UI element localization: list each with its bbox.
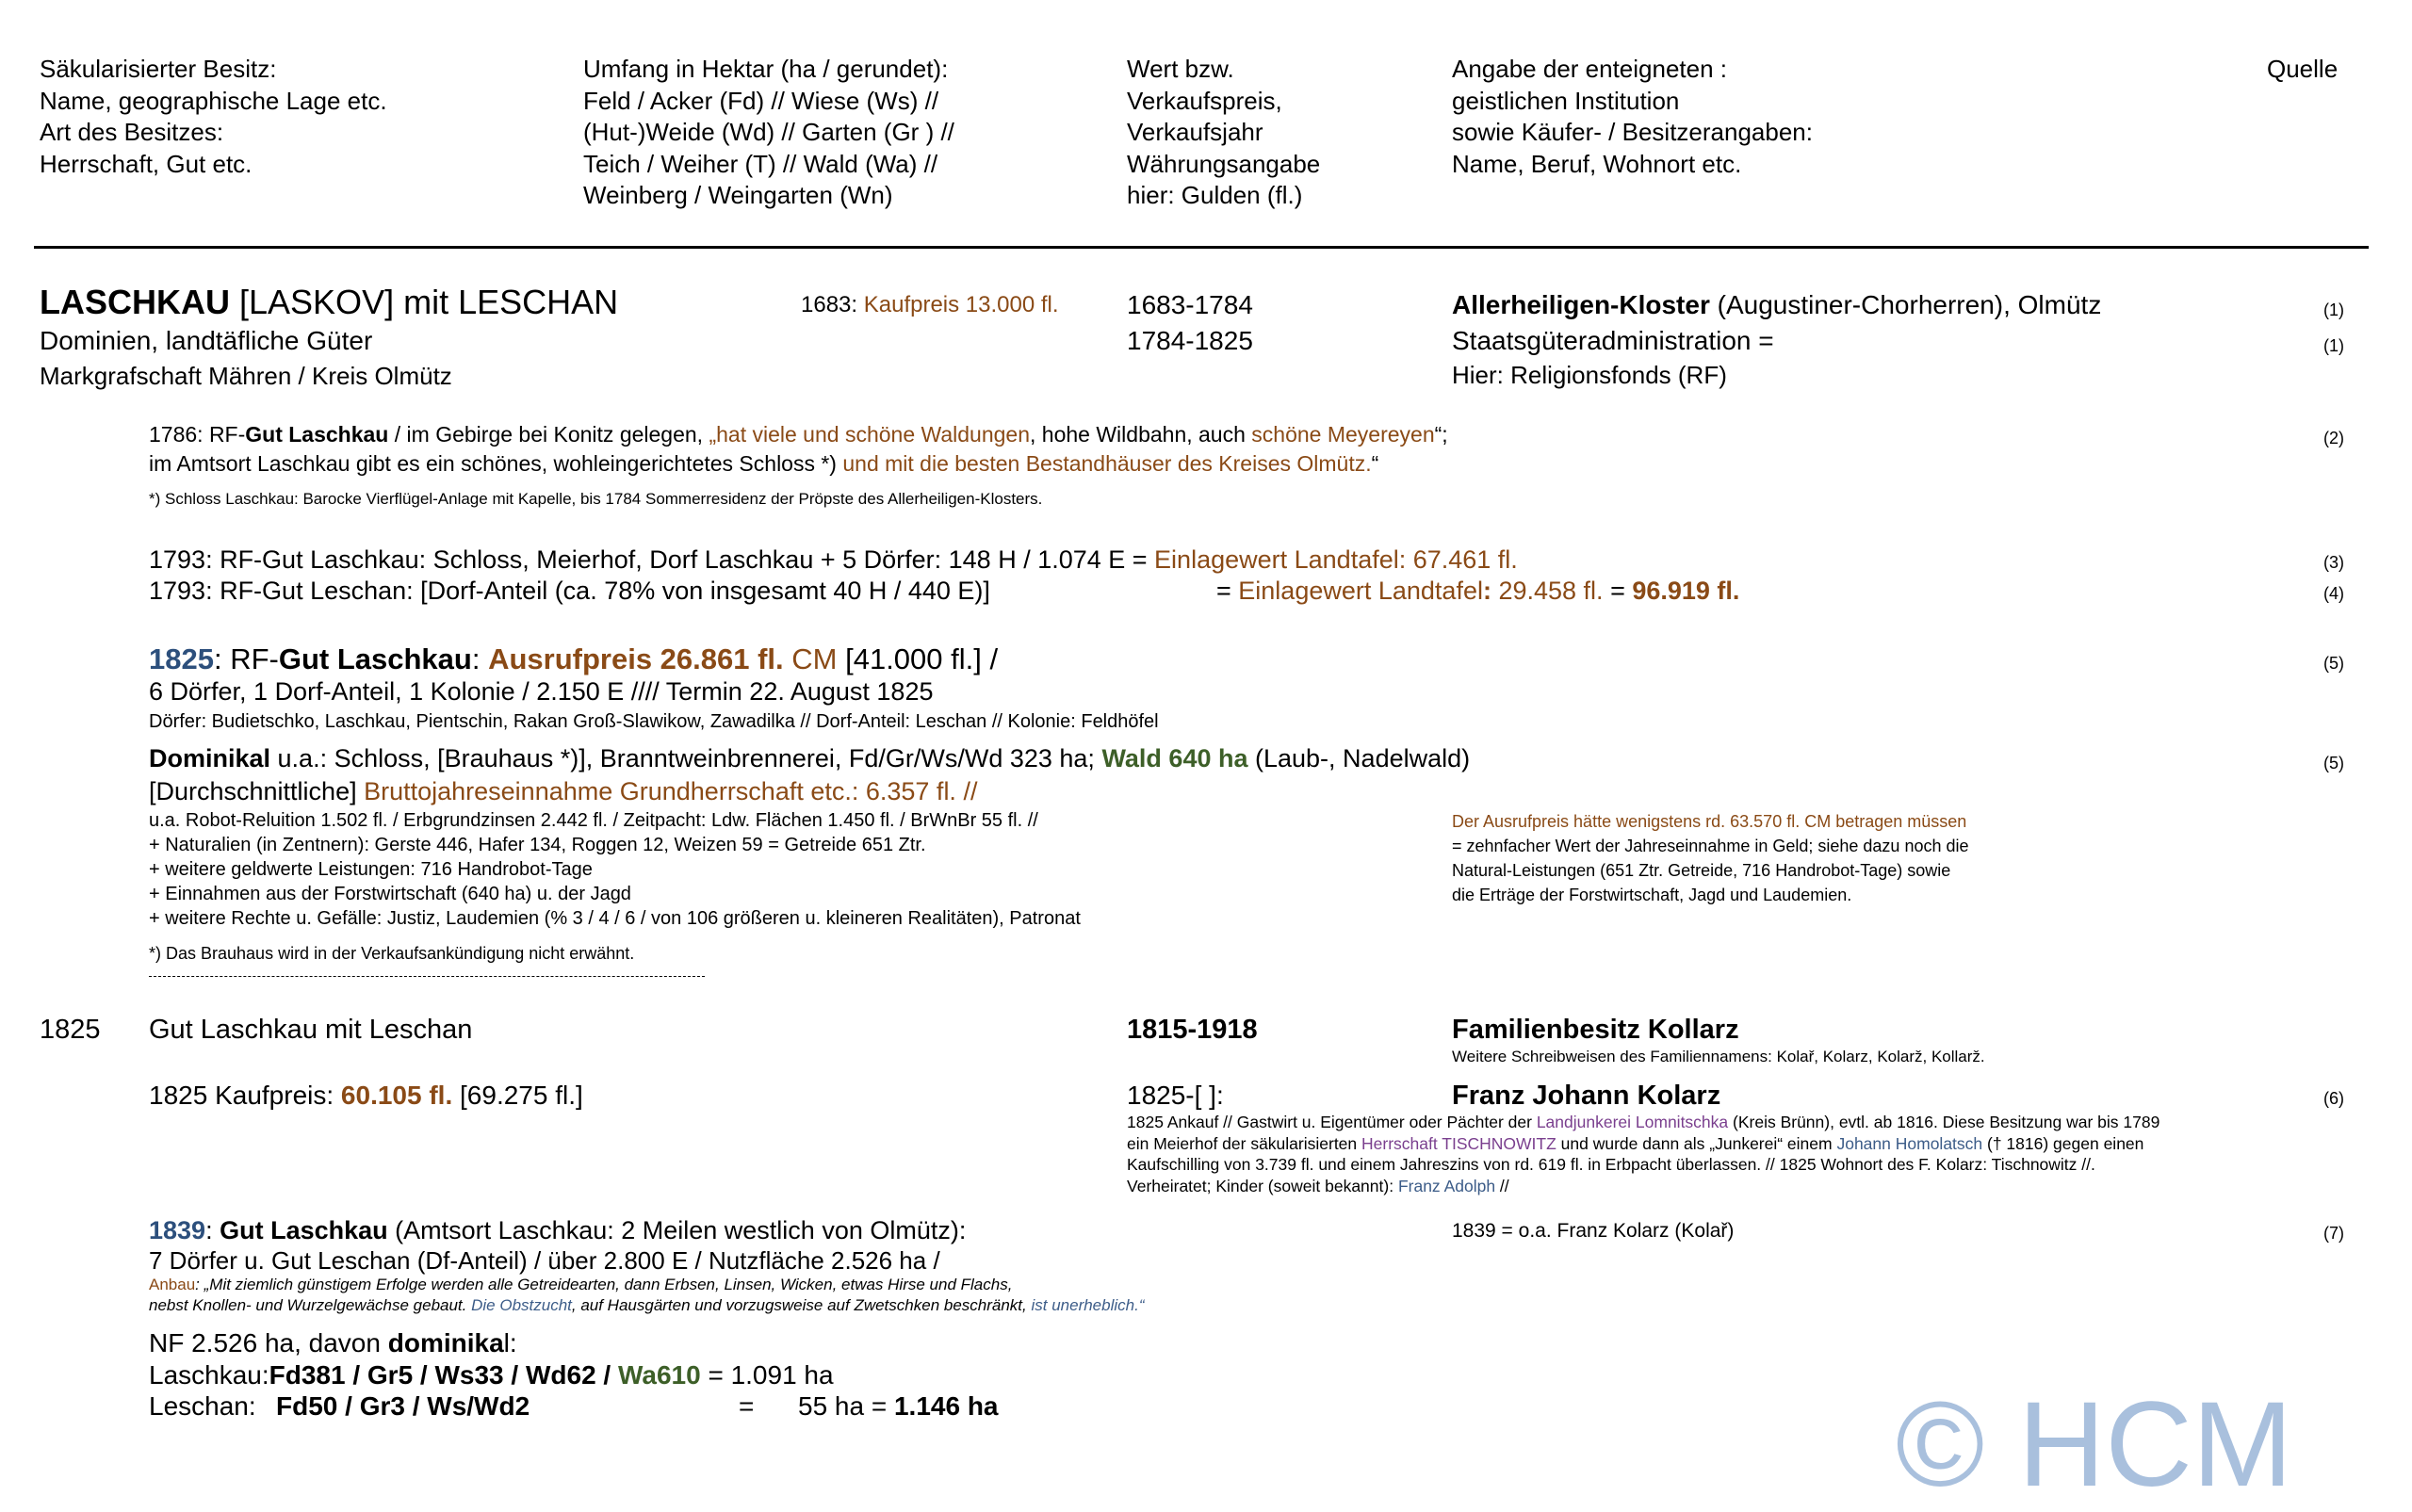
text: und mit die besten Bestandhäuser des Kreises Olmütz. (842, 451, 1372, 476)
year: 1839 (149, 1216, 206, 1244)
source-ref: (2) (2323, 429, 2344, 447)
text: Anbau (149, 1276, 196, 1293)
text: († 1816) gegen einen (1982, 1133, 2144, 1153)
entry-1839 (149, 1215, 966, 1246)
text: = (1216, 577, 1239, 605)
list-item: + Naturalien (in Zentnern): Gerste 446, Hafer 134, Roggen 12, Weizen 59 = Getreide 651 Ztr. (149, 835, 926, 855)
header-line: hier: Gulden (fl.) (1127, 181, 1303, 209)
header-line: geistlichen Institution (1452, 86, 1680, 115)
text: Wald 640 ha (1101, 744, 1248, 772)
text: “ (1371, 451, 1379, 476)
text: Herrschaft TISCHNOWITZ (1361, 1133, 1556, 1153)
text: 60.105 fl. (340, 1081, 453, 1110)
text: (Kreis Brünn), evtl. ab 1816. Diese Besitzung war bis 1789 (1728, 1113, 2160, 1131)
header-col-size (583, 54, 954, 212)
estate-name: LASCHKAU (40, 283, 230, 321)
header-line: Währungsangabe (1127, 149, 1321, 178)
owner-1839: 1839 = o.a. Franz Kolarz (Kolař) (1452, 1220, 1735, 1242)
header-line: Wert bzw. (1127, 55, 1234, 83)
text: : RF- (213, 642, 279, 675)
text: Gut Laschkau (220, 1216, 388, 1244)
year: 1825 (149, 642, 214, 675)
text: 29.458 fl. (1491, 577, 1604, 605)
text: 1.146 ha (893, 1391, 999, 1421)
header-line: sowie Käufer- / Besitzerangaben: (1452, 118, 1813, 146)
header-line: Verkaufspreis, (1127, 86, 1282, 115)
text: NF 2.526 ha, davon (149, 1328, 388, 1358)
text: [69.275 fl.] (452, 1081, 583, 1110)
sale-period: 1815-1918 (1127, 1015, 1258, 1045)
text: : (1482, 577, 1491, 605)
text: im Amtsort Laschkau gibt es ein schönes, wohleingerichtetes Schloss *) (149, 451, 843, 476)
nf-leschan-areas: Fd50 / Gr3 / Ws/Wd2 (276, 1391, 530, 1421)
header-col-institution (1452, 54, 1813, 180)
text: ein Meierhof der säkularisierten (1127, 1133, 1362, 1153)
text: und wurde dann als „Junkerei“ einem (1556, 1133, 1837, 1153)
estate-name-rest: [LASKOV] mit LESCHAN (230, 283, 619, 321)
family-spellings: Weitere Schreibweisen des Familiennamens: Kolař, Kolarz, Kolarž, Kollarž. (1452, 1048, 1985, 1065)
note-line: = zehnfacher Wert der Jahreseinnahme in Geld; siehe dazu noch die (1452, 837, 1969, 855)
desc-1786-line1 (149, 422, 1448, 447)
text: (Laub-, Nadelwald) (1247, 744, 1471, 772)
auction-note (1452, 809, 1969, 907)
text: 1786: RF- (149, 422, 246, 447)
entry-1793-leschan: 1793: RF-Gut Leschan: [Dorf-Anteil (ca. 78% von insgesamt 40 H / 440 E)] (149, 577, 990, 605)
text: / im Gebirge bei Konitz gelegen, (388, 422, 709, 447)
entry-1793-laschkau (149, 545, 1518, 576)
text: Landjunkerei Lomnitschka (1536, 1113, 1729, 1131)
estate-title (40, 284, 618, 321)
list-item: + weitere Rechte u. Gefälle: Justiz, Laudemien (% 3 / 4 / 6 / von 106 größeren u. kleineren Realitäten), Patronat (149, 908, 1081, 929)
header-line: Feld / Acker (Fd) // Wiese (Ws) // (583, 86, 939, 115)
text: Die Obstzucht (471, 1296, 572, 1314)
text: 96.919 fl. (1632, 577, 1740, 605)
desc-1786-line2 (149, 451, 1378, 477)
estate-type: Dominien, landtäfliche Güter (40, 326, 373, 355)
dominikal-items (149, 808, 1081, 931)
quote-line (149, 1295, 1145, 1316)
owner-state: Staatsgüteradministration = (1452, 326, 1774, 355)
text: Einlagewert Landtafel: 67.461 fl. (1154, 545, 1518, 574)
source-ref: (6) (2323, 1089, 2344, 1108)
text: CM (783, 642, 838, 675)
text: l: (503, 1328, 517, 1358)
entry-1825-auction (149, 642, 998, 676)
buyer-name: Franz Johann Kolarz (1452, 1081, 1721, 1111)
owner-kloster-name: Allerheiligen-Kloster (1452, 290, 1710, 319)
text: Gut Laschkau (278, 642, 472, 675)
text: ist unerheblich.“ (1031, 1296, 1145, 1314)
text: schöne Meyereyen (1251, 422, 1435, 447)
dominikal-line1 (149, 742, 1470, 774)
text: : (205, 1216, 220, 1244)
anbau-quote (149, 1275, 1145, 1316)
header-divider (34, 246, 2369, 249)
sale-year: 1825 (40, 1015, 101, 1045)
entry-1839-line2: 7 Dörfer u. Gut Leschan (Df-Anteil) / über 2.800 E / Nutzfläche 2.526 ha / (149, 1246, 940, 1275)
source-ref: (1) (2323, 301, 2344, 319)
source-ref: (3) (2323, 553, 2344, 572)
source-ref: (5) (2323, 754, 2344, 772)
text: nebst Knollen- und Wurzelgewächse gebaut. (149, 1296, 472, 1314)
bio-line: Kaufschilling von 3.739 fl. und einem Jahreszins von rd. 619 fl. in Erbpacht überlassen. // 1825 Wohnort des F. Kolarz: Tischnowitz //. (1127, 1155, 2095, 1174)
nf-leschan-label: Leschan: (149, 1391, 256, 1421)
text: dominika (387, 1328, 504, 1358)
text: u.a.: Schloss, [Brauhaus *)], Branntweinbrennerei, Fd/Gr/Ws/Wd 323 ha; (270, 744, 1102, 772)
source-ref: (1) (2323, 336, 2344, 355)
header-line: Weinberg / Weingarten (Wn) (583, 181, 893, 209)
list-item: + Einnahmen aus der Forstwirtschaft (640 ha) u. der Jagd (149, 884, 631, 904)
family-owner: Familienbesitz Kollarz (1452, 1015, 1739, 1045)
text: Ausrufpreis 26.861 fl. (488, 642, 784, 675)
entry-1793-leschan-value (1216, 576, 1739, 607)
header-col-property (40, 54, 387, 180)
text: = (1603, 577, 1633, 605)
header-line: Teich / Weiher (T) // Wald (Wa) // (583, 149, 938, 178)
header-line: Name, Beruf, Wohnort etc. (1452, 149, 1742, 178)
text: [41.000 fl.] / (837, 642, 999, 675)
nf-leschan-equals: = (739, 1391, 755, 1421)
text: Einlagewert Landtafel (1238, 577, 1483, 605)
purchase-1683 (801, 291, 1059, 319)
bio-line (1127, 1133, 2159, 1155)
list-item: u.a. Robot-Reluition 1.502 fl. / Erbgrundzinsen 2.442 fl. / Zeitpacht: Ldw. Flächen 1.450 fl. / BrWnBr 55 fl. // (149, 810, 1038, 831)
buyer-period: 1825-[ ]: (1127, 1081, 1224, 1110)
note-line: die Erträge der Forstwirtschaft, Jagd und Laudemien. (1452, 886, 1852, 904)
header-line: Angabe der enteigneten : (1452, 55, 1728, 83)
text: = 1.091 ha (700, 1360, 834, 1390)
text: Gut Laschkau (245, 422, 389, 447)
header-line: Säkularisierter Besitz: (40, 55, 277, 83)
sale-price (149, 1080, 583, 1112)
text: Laschkau: (149, 1360, 269, 1390)
purchase-price: Kaufpreis 13.000 fl. (863, 292, 1059, 317)
copyright-watermark: © HCM (1896, 1377, 2293, 1512)
header-line: Art des Besitzes: (40, 118, 224, 146)
note-title: Der Ausrufpreis hätte wenigstens rd. 63.570 fl. CM betragen müssen (1452, 812, 1967, 831)
source-ref: (4) (2323, 584, 2344, 603)
text: Fd381 / Gr5 / Ws33 / Wd62 / (269, 1360, 618, 1390)
nf-laschkau (149, 1359, 834, 1391)
bio-line (1127, 1112, 2159, 1133)
header-line: Herrschaft, Gut etc. (40, 149, 253, 178)
estate-location: Markgrafschaft Mähren / Kreis Olmütz (40, 362, 452, 390)
source-ref: (5) (2323, 654, 2344, 673)
nf-line1 (149, 1327, 517, 1359)
footnote-brauhaus: *) Das Brauhaus wird in der Verkaufsankündigung nicht erwähnt. (149, 944, 635, 963)
text: Wa610 (617, 1360, 701, 1390)
text: : „Mit ziemlich günstigem Erfolge werden alle Getreidearten, dann Erbsen, Linsen, Wicken, etwas Hirse und Flachs, (195, 1276, 1013, 1293)
text: 1825 Kaufpreis: (149, 1081, 341, 1110)
text: Johann Homolatsch (1836, 1133, 1983, 1153)
owner-kloster-rest: (Augustiner-Chorherren), Olmütz (1709, 290, 2102, 319)
text: (Amtsort Laschkau: 2 Meilen westlich von Olmütz): (387, 1216, 967, 1244)
period-1784: 1784-1825 (1127, 326, 1253, 355)
text: 1825 Ankauf // Gastwirt u. Eigentümer oder Pächter der (1127, 1113, 1537, 1131)
text: , auf Hausgärten und vorzugsweise auf Zwetschken beschränkt, (571, 1296, 1032, 1314)
header-line: (Hut-)Weide (Wd) // Garten (Gr ) // (583, 118, 954, 146)
header-line: Name, geographische Lage etc. (40, 86, 387, 115)
buyer-bio (1127, 1112, 2159, 1196)
text: “; (1434, 422, 1448, 447)
dashed-divider (149, 976, 705, 977)
text: Bruttojahreseinnahme Grundherrschaft etc.: 6.357 fl. // (364, 777, 978, 805)
footnote-schloss: *) Schloss Laschkau: Barocke Vierflügel-Anlage mit Kapelle, bis 1784 Sommerresidenz der Pröpste des Allerheiligen-Klosters. (149, 490, 1043, 508)
note-line: Natural-Leistungen (651 Ztr. Getreide, 716 Handrobot-Tage) sowie (1452, 861, 1951, 880)
sale-title: Gut Laschkau mit Leschan (149, 1015, 473, 1045)
owner-kloster (1452, 288, 2101, 322)
header-col-source: Quelle (2267, 55, 2339, 83)
text: [Durchschnittliche] (149, 777, 365, 805)
purchase-year: 1683: (801, 292, 864, 317)
quote-line (149, 1275, 1145, 1295)
period-1683: 1683-1784 (1127, 290, 1253, 319)
text: Verheiratet; Kinder (soweit bekannt): (1127, 1176, 1398, 1195)
text: „hat viele und schöne Waldungen (709, 422, 1031, 447)
entry-1825-village-list: Dörfer: Budietschko, Laschkau, Pientschin, Rakan Groß-Slawikow, Zawadilka // Dorf-Anteil: Leschan // Kolonie: Feldhöfel (149, 711, 1159, 732)
entry-1825-villages: 6 Dörfer, 1 Dorf-Anteil, 1 Kolonie / 2.150 E //// Termin 22. August 1825 (149, 677, 934, 706)
source-ref: (7) (2323, 1224, 2344, 1243)
nf-leschan-total (798, 1390, 999, 1423)
dominikal-line2 (149, 775, 977, 807)
header-line: Umfang in Hektar (ha / gerundet): (583, 55, 949, 83)
text: 1793: RF-Gut Laschkau: Schloss, Meierhof, Dorf Laschkau + 5 Dörfer: 148 H / 1.074 E = (149, 545, 1155, 574)
list-item: + weitere geldwerte Leistungen: 716 Handrobot-Tage (149, 859, 593, 880)
text: : (471, 642, 489, 675)
text: // (1495, 1176, 1509, 1195)
bio-line (1127, 1176, 2159, 1197)
header-col-value (1127, 54, 1320, 212)
text: , hohe Wildbahn, auch (1030, 422, 1252, 447)
owner-fund: Hier: Religionsfonds (RF) (1452, 361, 1727, 389)
text: Franz Adolph (1397, 1176, 1496, 1195)
header-line: Verkaufsjahr (1127, 118, 1263, 146)
text: 55 ha = (798, 1391, 894, 1421)
text: Dominikal (149, 744, 271, 772)
